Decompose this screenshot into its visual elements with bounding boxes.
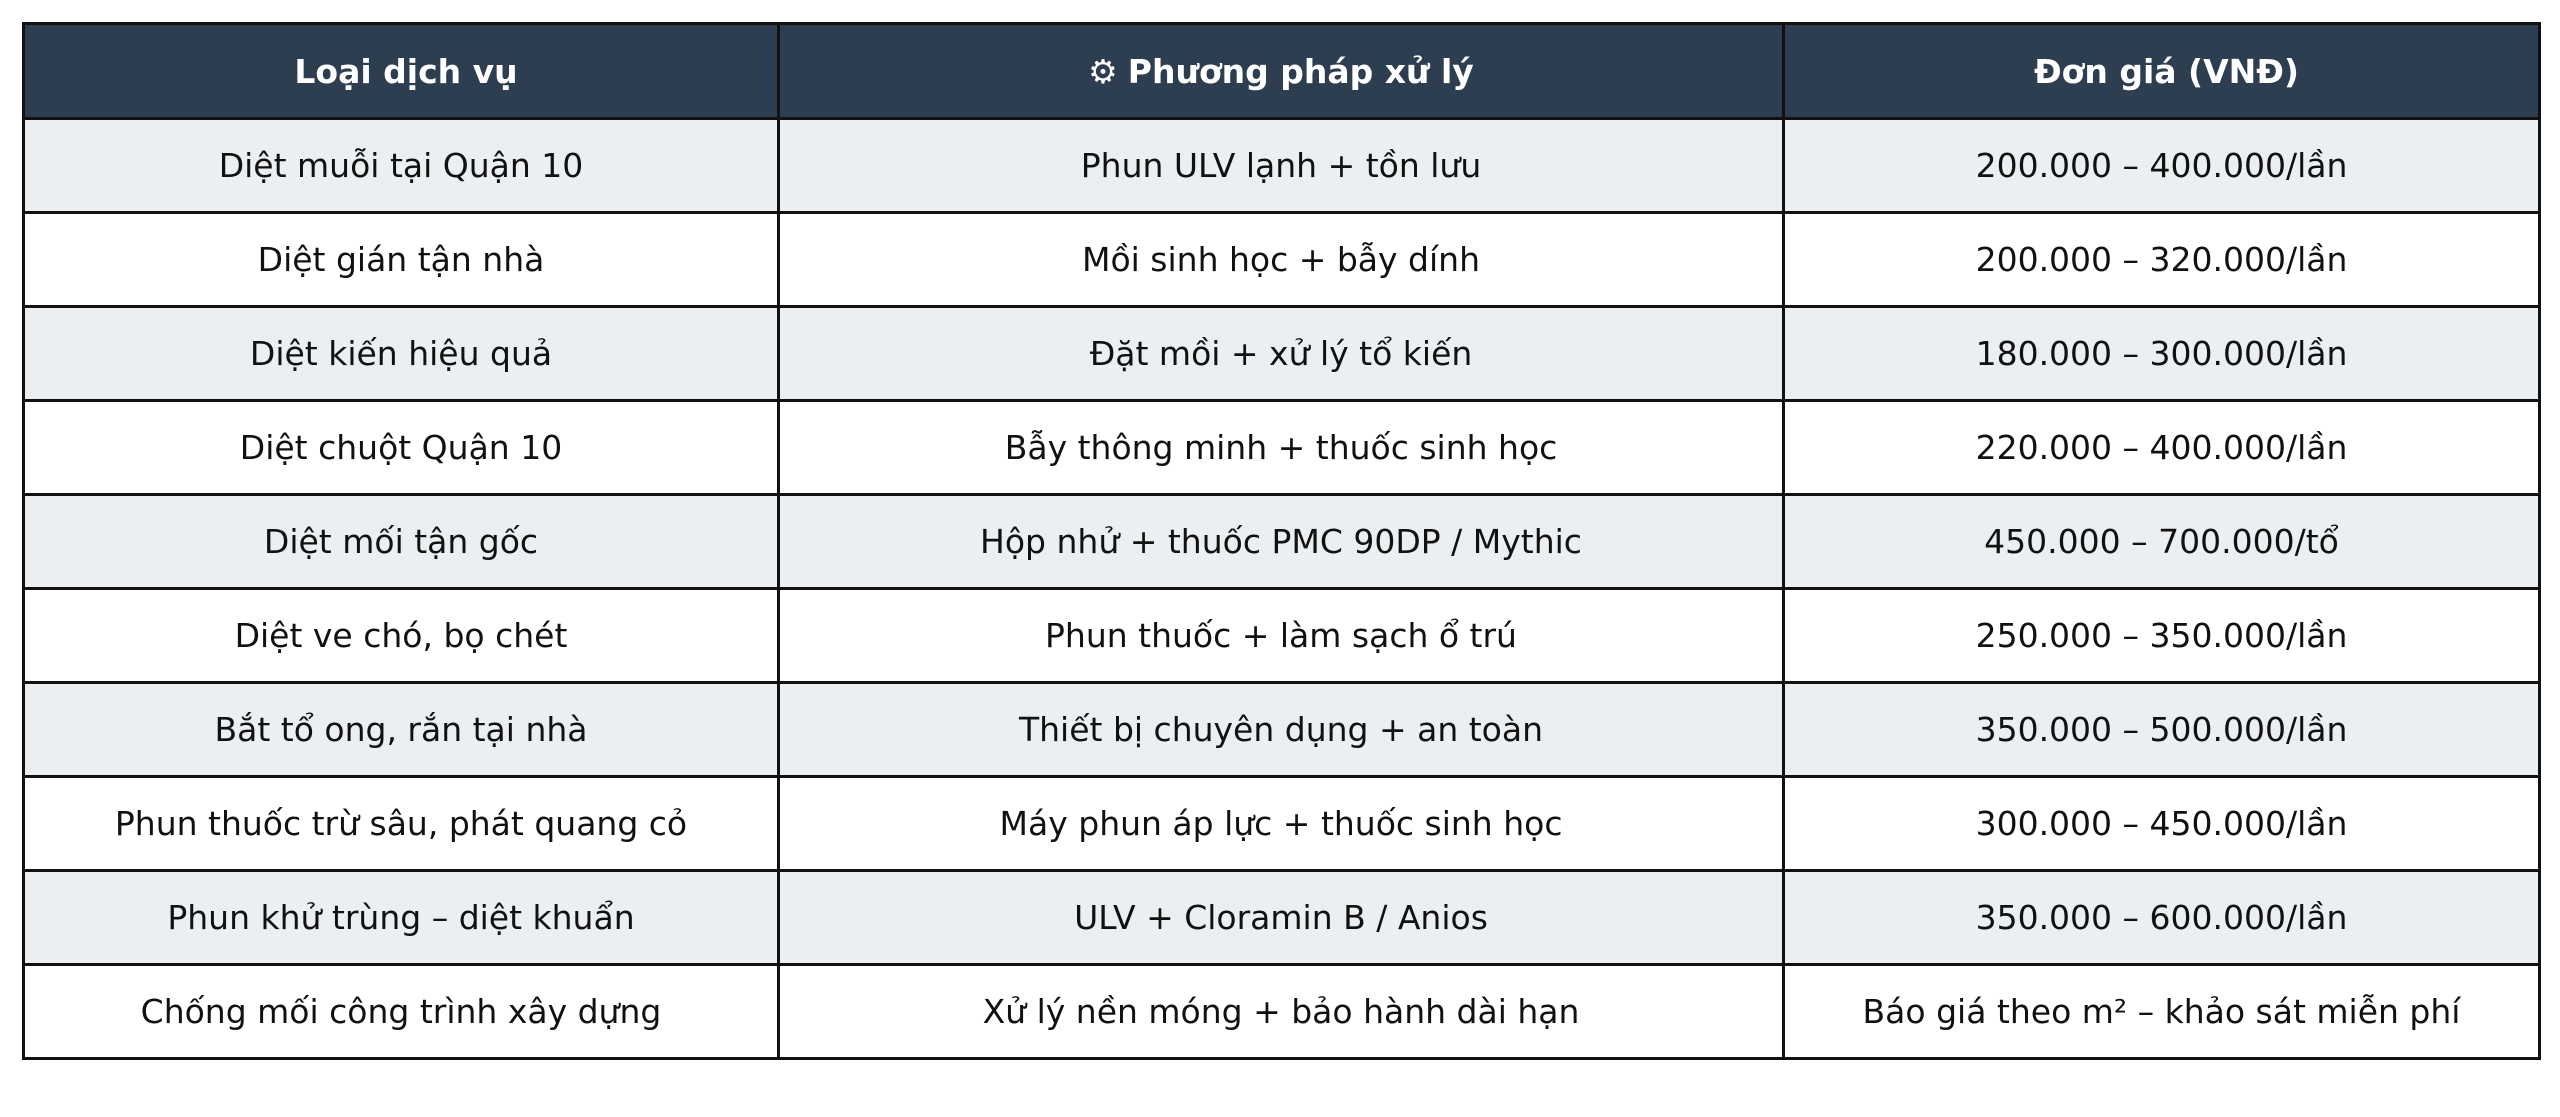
service-type-cell: Phun thuốc trừ sâu, phát quang cỏ (24, 777, 779, 871)
method-cell: Xử lý nền móng + bảo hành dài hạn (779, 965, 1784, 1059)
table-row (24, 401, 2540, 495)
service-type-cell: Diệt chuột Quận 10 (24, 401, 779, 495)
header-service-type-label: Loại dịch vụ (294, 51, 518, 91)
method-cell: Phun thuốc + làm sạch ổ trú (779, 589, 1784, 683)
method-cell: Phun ULV lạnh + tồn lưu (779, 119, 1784, 213)
method-cell: Thiết bị chuyên dụng + an toàn (779, 683, 1784, 777)
table-row (24, 589, 2540, 683)
table-row (24, 965, 2540, 1059)
header-method-label: Phương pháp xử lý (1127, 51, 1474, 91)
service-type-cell: Phun khử trùng – diệt khuẩn (24, 871, 779, 965)
table-row (24, 307, 2540, 401)
gear-icon: ⚙ (1088, 51, 1118, 91)
price-cell: 180.000 – 300.000/lần (1784, 307, 2540, 401)
price-cell: 350.000 – 500.000/lần (1784, 683, 2540, 777)
table-body (24, 119, 2540, 1059)
price-cell: 200.000 – 400.000/lần (1784, 119, 2540, 213)
service-type-cell: Diệt kiến hiệu quả (24, 307, 779, 401)
service-type-cell: Diệt muỗi tại Quận 10 (24, 119, 779, 213)
header-row (24, 24, 2540, 119)
service-type-cell: Diệt ve chó, bọ chét (24, 589, 779, 683)
method-cell: Hộp nhử + thuốc PMC 90DP / Mythic (779, 495, 1784, 589)
table-row (24, 213, 2540, 307)
table-row (24, 683, 2540, 777)
price-cell: 450.000 – 700.000/tổ (1784, 495, 2540, 589)
service-type-cell: Diệt mối tận gốc (24, 495, 779, 589)
service-price-table (22, 22, 2541, 1060)
table-row (24, 871, 2540, 965)
service-type-cell: Diệt gián tận nhà (24, 213, 779, 307)
table-row (24, 495, 2540, 589)
table-header (24, 24, 2540, 119)
header-method (779, 24, 1784, 119)
price-cell: 300.000 – 450.000/lần (1784, 777, 2540, 871)
price-cell: 350.000 – 600.000/lần (1784, 871, 2540, 965)
table-row (24, 119, 2540, 213)
method-cell: Mồi sinh học + bẫy dính (779, 213, 1784, 307)
header-service-type (24, 24, 779, 119)
price-cell: 250.000 – 350.000/lần (1784, 589, 2540, 683)
method-cell: ULV + Cloramin B / Anios (779, 871, 1784, 965)
price-cell: Báo giá theo m² – khảo sát miễn phí (1784, 965, 2540, 1059)
method-cell: Bẫy thông minh + thuốc sinh học (779, 401, 1784, 495)
price-cell: 200.000 – 320.000/lần (1784, 213, 2540, 307)
service-type-cell: Chống mối công trình xây dựng (24, 965, 779, 1059)
header-price-label: Đơn giá (VNĐ) (2034, 51, 2299, 91)
service-type-cell: Bắt tổ ong, rắn tại nhà (24, 683, 779, 777)
price-cell: 220.000 – 400.000/lần (1784, 401, 2540, 495)
table-row (24, 777, 2540, 871)
header-price (1784, 24, 2540, 119)
method-cell: Máy phun áp lực + thuốc sinh học (779, 777, 1784, 871)
method-cell: Đặt mồi + xử lý tổ kiến (779, 307, 1784, 401)
